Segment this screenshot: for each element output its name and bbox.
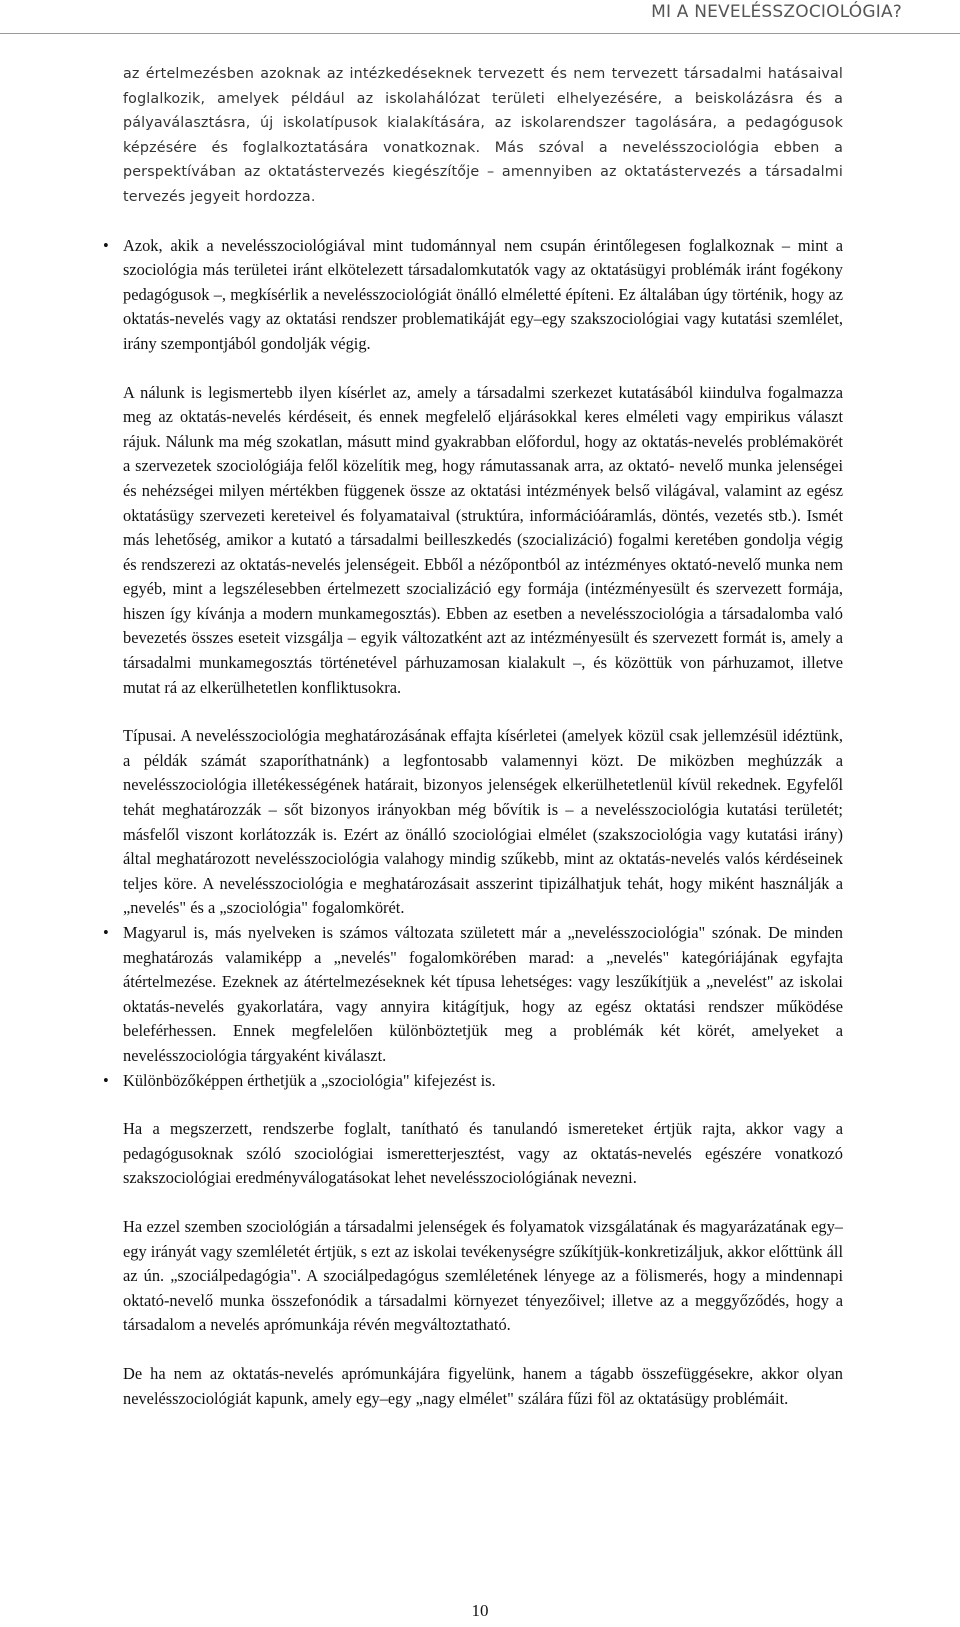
running-header: MI A NEVELÉSSZOCIOLÓGIA? xyxy=(651,2,902,22)
bullet-item-text: Különbözőképpen érthetjük a „szociológia" kifejezést is. xyxy=(123,1070,496,1090)
bullet-icon: • xyxy=(103,1070,109,1090)
paragraph-intro: az értelmezésben azoknak az intézkedéseknek tervezett és nem tervezett társadalmi hatásaival foglalkozik, amelyek például az iskolahálózat területi elhelyezésére, a beiskolázásra és a pályaválasztásra, új iskolatípusok kialakítására, az iskolarendszer tagolására, a pedagógusok képzésére és foglalkoztatására vonatkoznak. Más szóval a nevelésszociológia ebben a perspektívában az oktatástervezés kiegészítője – amennyiben az oktatástervezés a társadalmi tervezés jegyeit hordozza. xyxy=(123,66,843,205)
bullet-item-theory xyxy=(103,234,843,357)
paragraph-approaches: A nálunk is legismertebb ilyen kísérlet az, amely a társadalmi szerkezet kutatásából kiindulva fogalmazza meg az oktatás-nevelés kérdéseit, és ennek megfelelő eljárásokkal keres elméleti vagy empirikus választ rájuk. Nálunk ma még szokatlan, másutt mind gyakrabban előfordul, hogy az oktatás-nevelés problémakörét a szervezetek szociológiája felől közelítik meg, hogy rámutassanak arra, az oktató- nevelő munka jelenségei és nehézségei milyen mértékben függenek össze az oktatási intézmények belső világával, valamint az egész oktatásügy szervezeti kereteivel és folyamataival (struktúra, információáramlás, döntés, vezetés stb.). Ismét más lehetőség, amikor a kutató a társadalmi beilleszkedés (szocializáció) fogalmi keretében gondolja végig és rendszerezi az oktatás-nevelés jelenségeit. Ebből a nézőpontból az intézményes oktató-nevelő munka nem egyéb, mint a legszélesebben értelmezett szocializáció egy formája (intézményesült és szervezett formája, hiszen így kívánja a modern munkamegosztás). Ebben az esetben a nevelésszociológia a társadalomba való bevezetés összes eseteit vizsgálja – egyik változatként azt az intézményesült és szervezett formát is, amely a társadalmi munkamegosztás történetével párhuzamosan kialakult –, és közöttük von párhuzamot, illetve mutat rá az elkerülhetetlen konfliktusokra. xyxy=(123,382,843,697)
paragraph-grand-theory: De ha nem az oktatás-nevelés aprómunkájára figyelünk, hanem a tágabb összefüggésekre, akkor olyan nevelésszociológiát kapunk, amely egy–egy „nagy elmélet" szálára fűzi föl az oktatásügy problémáit. xyxy=(123,1363,843,1408)
bullet-item-education xyxy=(103,921,843,1069)
bullet-item-sociology xyxy=(103,1069,843,1094)
page-number: 10 xyxy=(471,1601,489,1620)
header-divider xyxy=(0,33,960,34)
bullet-item-text: Azok, akik a nevelésszociológiával mint tudománnyal nem csupán érintőlegesen foglalkoznak – mint a szociológia más területei iránt elkötelezett társadalomkutatók vagy az oktatásügyi problémák iránt fogékony pedagógusok –, megkísérlik a nevelésszociológiát önálló elméletté építeni. Ez általában úgy történik, hogy az oktatás-nevelés vagy az oktatási rendszer problematikáját egy–egy szakszociológiai vagy kutatási szemlélet, irány szempontjából gondolják végig. xyxy=(123,235,843,353)
paragraph-knowledge: Ha a megszerzett, rendszerbe foglalt, tanítható és tanulandó ismereteket értjük rajta, akkor vagy a pedagógusoknak szóló szociológiai ismeretterjesztést, vagy az oktatás-nevelés egészére vonatkozó szakszociológiai eredményválogatásokat lehet nevelésszociológiának nevezni. xyxy=(123,1119,843,1188)
paragraph-social-pedagogy: Ha ezzel szemben szociológián a társadalmi jelenségek és folyamatok vizsgálatának és magyarázatának egy–egy irányát vagy szemléletét értjük, s ezt az iskolai tevékenységre szűkítjük-konkretizáljuk, akkor előttünk áll az ún. „szociálpedagógia". A szociálpedagógus szemléletének lényege az a fölismerés, hogy a mindennapi oktató-nevelő munka összefonódik a társadalmi környezet tényezőivel; illetve az a meggyőződés, hogy a társadalom a nevelés aprómunkája révén megváltoztatható. xyxy=(123,1216,843,1335)
bullet-icon: • xyxy=(103,923,109,942)
page-body xyxy=(103,62,843,1411)
paragraph-types: Típusai. A nevelésszociológia meghatározásának effajta kísérletei (amelyek közül csak jellemzésül idéztünk, a példák számát szaporíthatnánk) a legfontosabb valamennyi közt. De miközben meghúzzák a nevelésszociológia illetékességének határait, bizonyos jelenségek elkerülhetetlenül kívül rekednek. Egyfelől tehát meghatározzák – sőt bizonyos irányokban még bővítik is – a nevelésszociológia kutatási területét; másfelől viszont korlátozzák is. Ezért az önálló szociológiai elmélet (szakszociológia vagy kutatási irány) által meghatározott nevelésszociológia valahogy mindig szűkebb, mint az oktatás-nevelés valós kérdéseinek teljes köre. A nevelésszociológia e meghatározásait asszerint tipizálhatjuk tehát, hogy miként használják a „nevelés" és a „szociológia" fogalomkörét. xyxy=(123,726,843,918)
bullet-icon: • xyxy=(103,235,109,255)
bullet-item-text: Magyarul is, más nyelveken is számos változata született már a „nevelésszociológia" szónak. De minden meghatározás valamiképp a „nevelés" fogalomkörében marad: a „nevelés" kategóriájának egyfajta átértelmezése. Ezeknek az átértelmezéseknek két típusa lehetséges: vagy leszűkítjük a „nevelést" az iskolai oktatás-nevelés gyakorlatára, vagy annyira kitágítjuk, hogy az egész oktatási rendszer működése beleférhessen. Ennek megfelelően különböztetjük meg a problémák két körét, amelyeket a nevelésszociológia tárgyaként kiválaszt. xyxy=(123,923,843,1065)
